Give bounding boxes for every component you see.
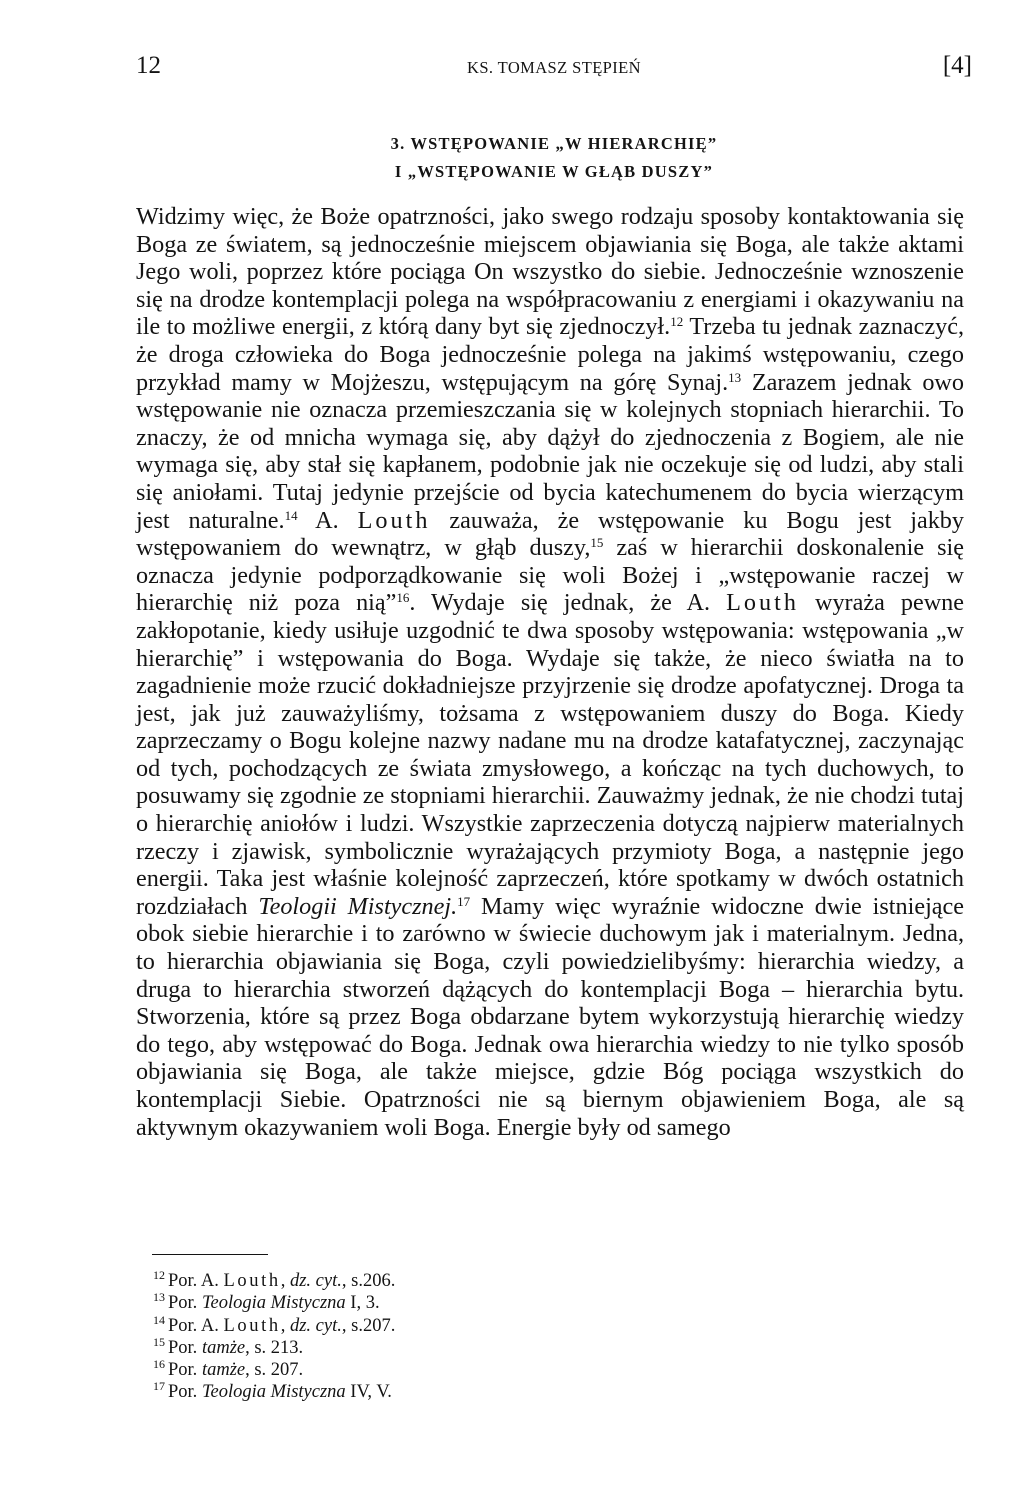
footnote-ref-16[interactable]: 16 — [396, 590, 410, 606]
footnote-text: , — [280, 1271, 290, 1291]
author-name-spaced: Louth — [726, 589, 799, 617]
running-head-author: KS. TOMASZ STĘPIEŃ — [467, 58, 641, 77]
body-text — [136, 203, 964, 1141]
footnote-number: 13 — [153, 1290, 165, 1305]
text-run: . Wydaje się jednak, że A. — [409, 589, 727, 617]
footnote-italic: dz. cyt. — [289, 1315, 342, 1336]
footnote — [153, 1270, 853, 1292]
footnote-number: 16 — [153, 1357, 165, 1372]
text-run: Trzeba tu jednak zaznaczyć, że droga człowieka do Boga jednocześnie polega na jakimś wstępowaniu, czego przykład mamy w Mojżeszu, wstępującym na górę Synaj. — [136, 313, 964, 396]
footnote-author: Louth — [223, 1315, 281, 1336]
page-number: 12 — [136, 52, 161, 79]
footnote-number: 17 — [153, 1379, 165, 1394]
text-run: zaś w hierarchii doskonalenie się oznacza jedynie podporządkowanie się woli Bożej i „wstępowanie raczej w hierarchię niż poza nią” — [136, 534, 964, 617]
footnote-author: Louth — [223, 1271, 281, 1291]
footnote-italic: dz. cyt. — [289, 1271, 342, 1291]
footnote — [153, 1334, 853, 1359]
text-run: wyraża pewne zakłopotanie, kiedy usiłuje uzgodnić te dwa sposoby wstępowania: wstępowania „w hierarchię” i wstępowania do Boga. Wydaje się także, że nieco światła na to zagadnienie może rzucić dokładniejsze przyjrzenie się drodze apofatycznej. Droga ta jest, jak już zauważyliśmy, tożsama z wstępowaniem duszy do Boga. Kiedy zaprzeczamy o Bogu kolejne nazwy nadane mu na drodze katafatycznej, zaczynając od tych, pochodzących ze świata zmysłowego, a kończąc na tych duchowych, to posuwamy się zgodnie ze stopniami hierarchii. Zauważmy jednak, że nie chodzi tutaj o hierarchię aniołów i ludzi. Wszystkie zaprzeczenia dotyczą najpierw materialnych rzeczy i zjawisk, symbolicznie wyrażających przymioty Boga, a następnie jego energii. Taka jest właśnie kolejność zaprzeczeń, które spotkamy w dwóch ostatnich rozdziałach — [136, 589, 964, 920]
footnote-number: 12 — [153, 1268, 165, 1282]
text-run: Widzimy więc, że Boże opatrzności, jako swego rodzaju sposoby kontaktowania się Boga ze światem, są jednocześnie miejscem objawiania się Boga, ale także aktami Jego woli, poprzez które pociąga On wszystko do siebie. Jednocześnie wznoszenie się na drodze kontemplacji polega na współpracowaniu z energiami i okazywaniu na ile to możliwe energii, z którą dany byt się zjednoczył. — [136, 203, 964, 341]
footnote-text: IV, V. — [345, 1382, 392, 1403]
italic-title: Teologii Mistycznej. — [258, 892, 458, 920]
text-run: Mamy więc wyraźnie widoczne dwie istniejące obok siebie hierarchie i to zarówno w świecie duchowym jak i materialnym. Jedna, to hierarchia objawiania się Boga, czyli powiedzielibyśmy: hierarchia wiedzy, a druga to hierarchia stworzeń dążących do kontemplacji Boga – hierarchia bytu. Stworzenia, które są przez Boga obdarzane bytem wykorzystują hierarchię wiedzy do tego, aby wstępować do Boga. Jednak owa hierarchia wiedzy to nie tylko sposób objawiania się Boga, ale także miejsce, gdzie Bóg pociąga wszystkich do kontemplacji Siebie. Opatrzności nie są biernym objawieniem Boga, ale są aktywnym okazywaniem woli Boga. Energie były od samego — [136, 892, 965, 1141]
footnote — [153, 1359, 853, 1381]
text-run: A. — [297, 506, 358, 534]
footnote-italic: tamże — [201, 1337, 246, 1358]
footnote-number: 14 — [153, 1312, 165, 1327]
footnote-text: , — [280, 1315, 290, 1336]
paragraph — [136, 203, 964, 1141]
footnote-text: Por. — [168, 1293, 202, 1314]
footnote-text: Por. A. — [168, 1271, 224, 1291]
footnote-ref-12[interactable]: 12 — [670, 314, 684, 330]
footnote — [153, 1312, 853, 1337]
footnote-text: , s.206. — [341, 1271, 396, 1291]
footnote-text: I, 3. — [345, 1293, 380, 1314]
footnote-text: Por. — [168, 1337, 202, 1358]
section-heading — [136, 130, 972, 186]
footnote-text: Por. A. — [168, 1315, 224, 1336]
section-heading-line-2: I „WSTĘPOWANIE W GŁĄB DUSZY” — [394, 162, 714, 181]
section-heading-line-1: 3. WSTĘPOWANIE „W HIERARCHIĘ” — [390, 134, 718, 153]
running-header — [136, 52, 972, 82]
footnote-italic: Teologia Mistyczna — [201, 1382, 346, 1403]
text-run: Zarazem jednak owo wstępowanie nie oznacza przemieszczania się w kolejnych stopniach hierarchii. To znaczy, że od mnicha wymaga się, aby dążył do zjednoczenia z Bogiem, ale nie wymaga się, aby stał się kapłanem, podobnie jak nie oczekuje się od ludzi, aby stali się aniołami. Tutaj jedynie przejście od bycia katechumenem do bycia wierzącym jest naturalne. — [136, 368, 964, 534]
footnote-text: , s. 213. — [245, 1337, 304, 1358]
footnote-divider — [152, 1254, 268, 1255]
page-bracket-number: [4] — [942, 52, 972, 79]
footnote-ref-15[interactable]: 15 — [590, 535, 604, 551]
footnote-italic: tamże — [201, 1360, 246, 1381]
footnotes — [153, 1270, 853, 1404]
footnote-text: , s.207. — [341, 1315, 396, 1336]
footnote-number: 15 — [153, 1334, 165, 1349]
footnote-text: , s. 207. — [245, 1360, 304, 1381]
footnote-ref-14[interactable]: 14 — [284, 507, 298, 523]
author-name-spaced: Louth — [357, 506, 431, 534]
text-run: zauważa, że wstępowanie ku Bogu jest jakby wstępowaniem do wewnątrz, w głąb duszy, — [136, 506, 964, 562]
footnote — [153, 1381, 853, 1403]
footnote — [153, 1292, 853, 1314]
footnote-ref-17[interactable]: 17 — [457, 893, 471, 909]
footnote-ref-13[interactable]: 13 — [728, 369, 742, 385]
footnote-italic: Teologia Mistyczna — [201, 1293, 346, 1314]
footnote-text: Por. — [168, 1360, 202, 1381]
footnote-text: Por. — [168, 1382, 202, 1403]
